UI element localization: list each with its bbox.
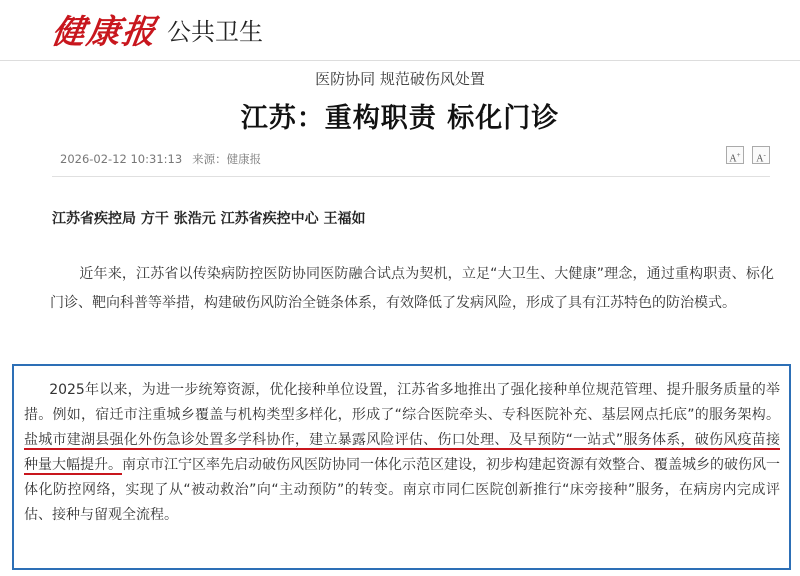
article-authors: 江苏省疾控局 方干 张浩元 江苏省疾控中心 王福如	[52, 211, 366, 227]
publish-date: 2026-02-12 10:31:13	[60, 152, 183, 166]
font-increase-button[interactable]: A+	[726, 146, 744, 164]
paragraph-2-text-a: 2025年以来，为进一步统筹资源，优化接种单位设置，江苏省多地推出了强化接种单位规范管理、提升服务质量的举措。例如，宿迁市注重城乡覆盖与机构类型多样化，形成了“综合医院牵头、专科医院补充、基层网点托底”的服务架构。	[24, 382, 780, 423]
font-increase-icon: A	[729, 153, 737, 165]
newspaper-logo[interactable]: 健康报	[49, 12, 160, 51]
article-meta	[60, 151, 261, 167]
font-decrease-icon: A	[756, 153, 764, 165]
header-divider	[0, 60, 800, 61]
font-size-controls	[726, 146, 770, 164]
paragraph-2-text-b: 南京市江宁区率先启动破伤风医防协同一体化示范区建设，初步构建起资源有效整合、覆盖城乡的破伤风一体化防控网络，实现了从“被动救治”向“主动预防”的转变。南京市同仁医院创新推行“床旁接种”服务，在病房内完成评估、接种与留观全流程。	[24, 457, 780, 523]
underlined-highlight: 盐城市建湖县强化外伤急诊处置多学科协作，建立暴露风险评估、伤口处理、及早预防“一站式”服务体系，破伤风疫苗接种量大幅提升。	[24, 432, 780, 473]
article-paragraph-2	[24, 378, 780, 528]
article-headline: 江苏：重构职责 标化门诊	[240, 103, 560, 134]
meta-divider	[52, 176, 770, 177]
article-paragraph-1: 近年来，江苏省以传染病防控医防协同医防融合试点为契机，立足“大卫生、大健康”理念，通过重构职责、标化门诊、靶向科普等举措，构建破伤风防治全链条体系，有效降低了发病风险，形成了具有江苏特色的防治模式。	[50, 266, 774, 311]
article-kicker: 医防协同 规范破伤风处置	[315, 70, 485, 88]
article-source: 来源：健康报	[192, 152, 262, 166]
section-title[interactable]: 公共卫生	[167, 18, 263, 46]
font-decrease-button[interactable]: A-	[752, 146, 770, 164]
masthead	[49, 12, 263, 52]
